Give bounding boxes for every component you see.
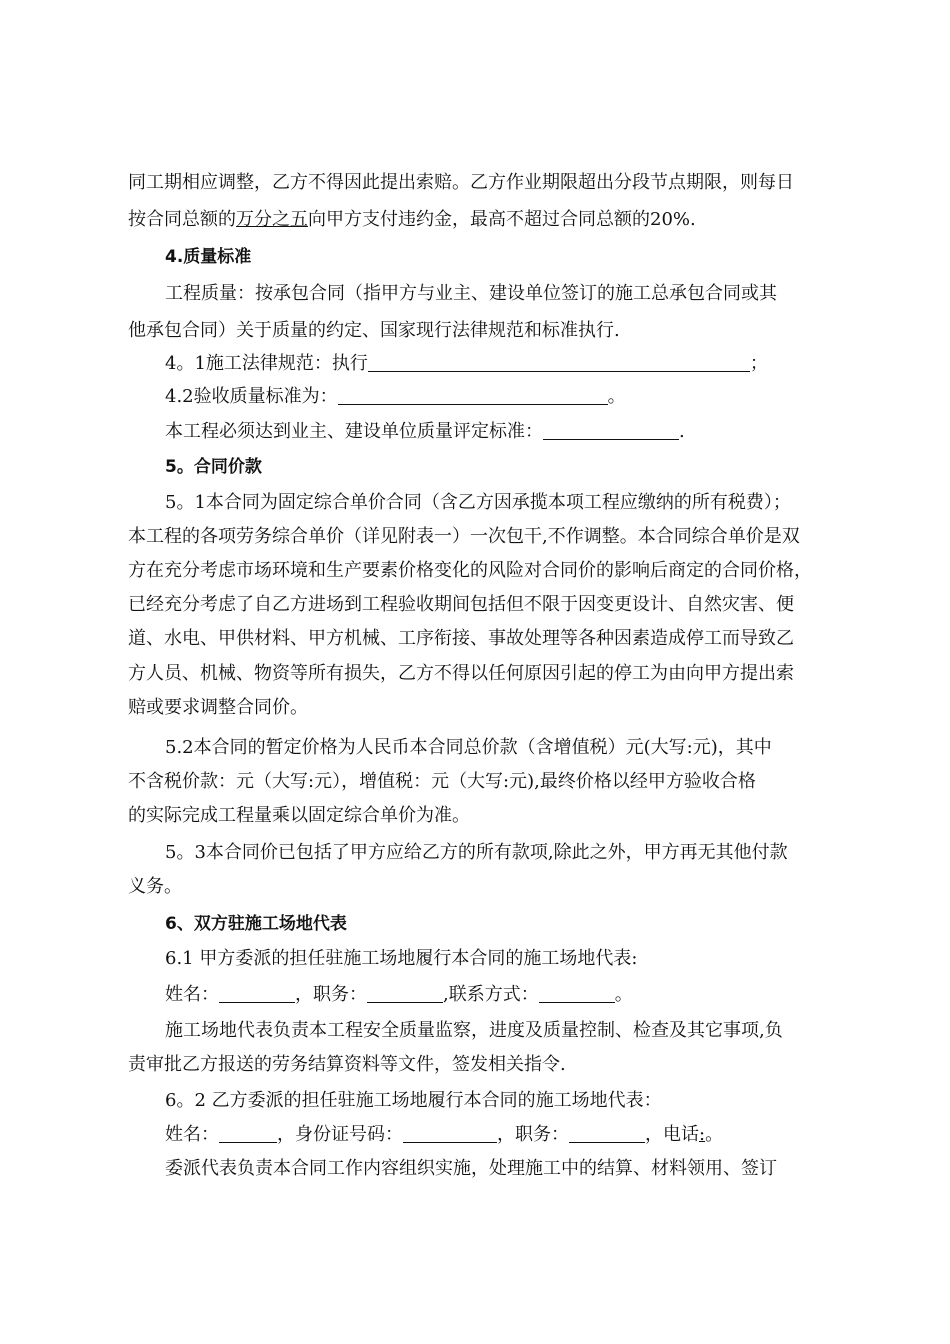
section-heading-5: 5。合同价款 (165, 457, 262, 477)
text-span: ，身份证号码： (277, 1124, 403, 1145)
underlined-term: : (699, 1124, 706, 1145)
text-line: 已经充分考虑了自乙方进场到工程验收期间包括但不限于因变更设计、自然灾害、便 (128, 594, 794, 615)
text-span: 按合同总额的 (128, 209, 236, 230)
text-line: 施工场地代表负责本工程安全质量监察，进度及质量控制、检查及其它事项,负 (165, 1020, 783, 1041)
text-line: 的实际完成工程量乘以固定综合单价为准。 (128, 805, 470, 826)
text-line: 委派代表负责本合同工作内容组织实施，处理施工中的结算、材料领用、签订 (165, 1158, 777, 1179)
fill-in-blank (219, 1124, 277, 1143)
text-span: 。 (705, 1124, 724, 1145)
section-heading-4: 4.质量标准 (165, 247, 252, 267)
fill-in-blank (569, 1124, 645, 1143)
text-line: 方人员、机械、物资等所有损失，乙方不得以任何原因引起的停工为由向甲方提出索 (128, 663, 794, 684)
text-line: 不含税价款：元（大写:元），增值税：元（大写:元),最终价格以经甲方验收合格 (128, 771, 756, 792)
text-line (165, 1120, 838, 1150)
fill-in-blank (338, 386, 608, 405)
text-span: 4.2验收质量标准为： (165, 386, 338, 407)
fill-in-blank (368, 353, 750, 372)
text-span: 本工程必须达到业主、建设单位质量评定标准： (165, 421, 543, 442)
text-line: 赔或要求调整合同价。 (128, 697, 308, 718)
text-span: 4。1施工法律规范：执行 (165, 353, 368, 374)
text-line: 义务。 (128, 876, 182, 897)
text-line: 他承包合同）关于质量的约定、国家现行法律规范和标准执行. (128, 320, 620, 341)
text-line: 道、水电、甲供材料、甲方机械、工序衔接、事故处理等各种因素造成停工而导致乙 (128, 628, 794, 649)
text-span: 。 (614, 984, 633, 1005)
fill-in-blank (539, 984, 615, 1003)
text-line (128, 205, 838, 235)
text-line (165, 349, 838, 379)
text-line (165, 980, 838, 1010)
text-span: ，职务： (295, 984, 367, 1005)
text-span: ； (749, 353, 768, 374)
text-line: 5.2本合同的暂定价格为人民币本合同总价款（含增值税）元(大写:元)，其中 (165, 737, 772, 758)
text-span: 姓名： (165, 1124, 219, 1145)
text-line: 方在充分考虑市场环境和生产要素价格变化的风险对合同价的影响后商定的合同价格， (128, 560, 812, 581)
text-line: 同工期相应调整，乙方不得因此提出索赔。乙方作业期限超出分段节点期限，则每日 (128, 172, 794, 193)
fill-in-blank (367, 984, 443, 1003)
fill-in-blank (543, 421, 679, 440)
text-line: 6.1 甲方委派的担任驻施工场地履行本合同的施工场地代表: (165, 948, 638, 969)
text-line: 6。2 乙方委派的担任驻施工场地履行本合同的施工场地代表： (165, 1090, 662, 1111)
text-span: ，职务： (497, 1124, 569, 1145)
fill-in-blank (219, 984, 295, 1003)
text-span: ,联系方式： (443, 984, 539, 1005)
text-span: 。 (607, 386, 626, 407)
text-line: 工程质量：按承包合同（指甲方与业主、建设单位签订的施工总承包合同或其 (165, 283, 777, 304)
text-span: 向甲方支付违约金，最高不超过合同总额的20%. (308, 209, 696, 230)
fill-in-blank (403, 1124, 497, 1143)
text-span: . (679, 421, 685, 442)
section-heading-6: 6、双方驻施工场地代表 (165, 914, 347, 934)
text-line: 责审批乙方报送的劳务结算资料等文件，签发相关指令. (128, 1054, 566, 1075)
text-line (165, 382, 838, 412)
underlined-term: 万分之五 (236, 209, 308, 230)
text-span: ，电话 (645, 1124, 699, 1145)
text-line: 本工程的各项劳务综合单价（详见附表一）一次包干,不作调整。本合同综合单价是双 (128, 526, 800, 547)
text-line (165, 417, 838, 447)
text-line: 5。1本合同为固定综合单价合同（含乙方因承揽本项工程应缴纳的所有税费）； (165, 492, 791, 513)
text-span: 姓名： (165, 984, 219, 1005)
text-line: 5。3本合同价已包括了甲方应给乙方的所有款项,除此之外，甲方再无其他付款 (165, 842, 788, 863)
